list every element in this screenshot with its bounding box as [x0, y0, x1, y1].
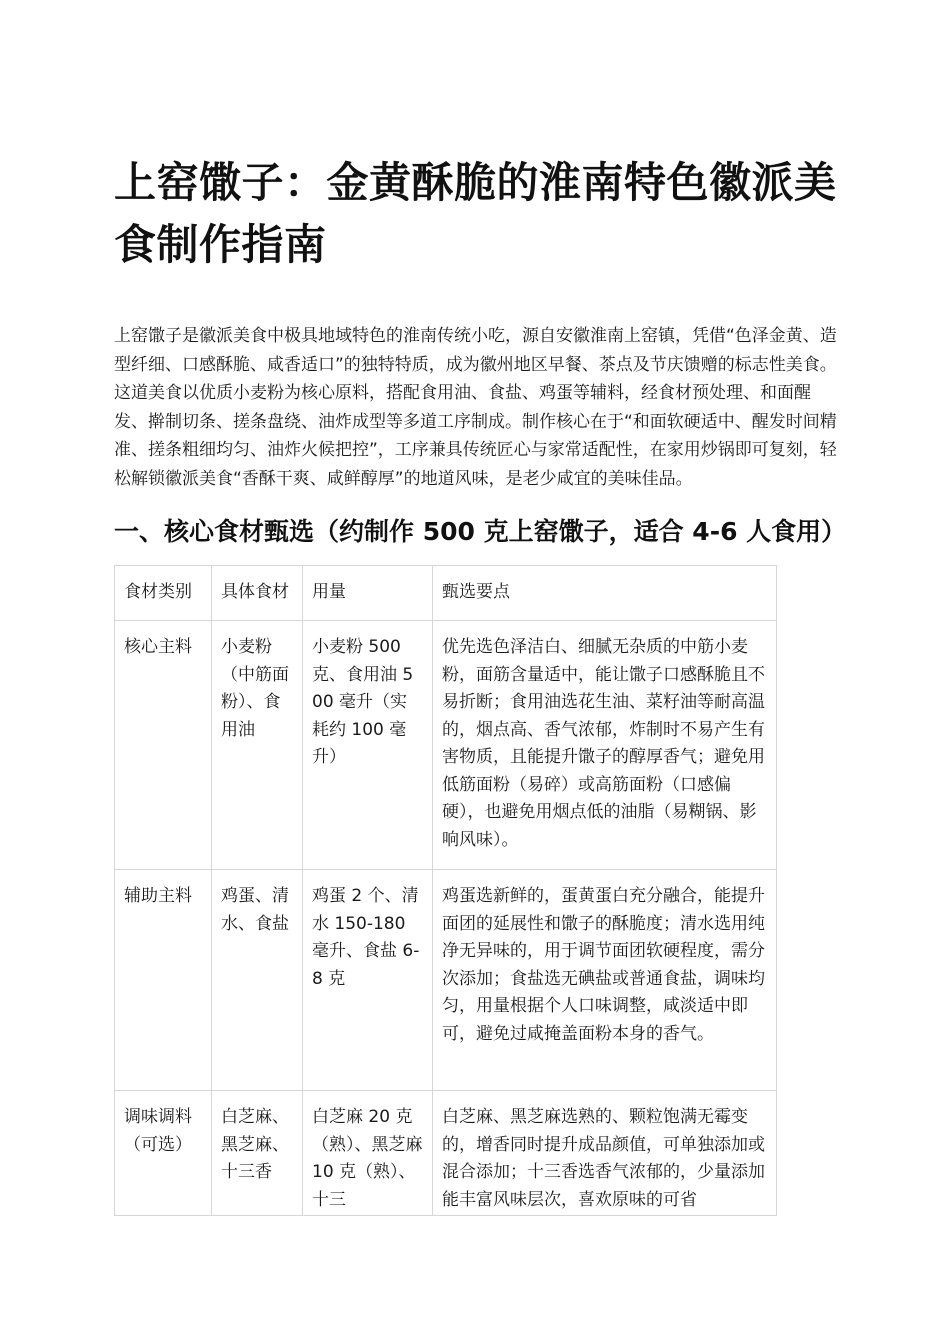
- section-heading-ingredients: 一、核心食材甄选（约制作 500 克上窑馓子，适合 4-6 人食用）: [114, 517, 847, 546]
- cell-amount: 鸡蛋 2 个、清水 150-180 毫升、食盐 6-8 克: [303, 870, 433, 1091]
- cell-tips: 优先选色泽洁白、细腻无杂质的中筋小麦粉，面筋含量适中，能让馓子口感酥脆且不易折断；食用油选花生油、菜籽油等耐高温的，烟点高、香气浓郁，炸制时不易产生有害物质，且能提升馓子的醇厚香气；避免用低筋面粉（易碎）或高筋面粉（口感偏硬），也避免用烟点低的油脂（易糊锅、影响风味）。: [433, 621, 777, 870]
- header-amount: 用量: [303, 566, 433, 621]
- header-category: 食材类别: [115, 566, 212, 621]
- intro-paragraph: 上窑馓子是徽派美食中极具地域特色的淮南传统小吃，源自安徽淮南上窑镇，凭借“色泽金黄、造型纤细、口感酥脆、咸香适口”的独特特质，成为徽州地区早餐、茶点及节庆馈赠的标志性美食。这道美食以优质小麦粉为核心原料，搭配食用油、食盐、鸡蛋等辅料，经食材预处理、和面醒发、擀制切条、搓条盘绕、油炸成型等多道工序制成。制作核心在于“和面软硬适中、醒发时间精准、搓条粗细均匀、油炸火候把控”，工序兼具传统匠心与家常适配性，在家用炒锅即可复刻，轻松解锁徽派美食“香酥干爽、咸鲜醇厚”的地道风味，是老少咸宜的美味佳品。: [114, 326, 837, 489]
- cell-category: 辅助主料: [115, 870, 212, 1091]
- page-title: 上窑馓子：金黄酥脆的淮南特色徽派美食制作指南: [114, 158, 837, 269]
- cell-category: 核心主料: [115, 621, 212, 870]
- cell-amount: 白芝麻 20 克（熟）、黑芝麻 10 克（熟）、十三: [303, 1091, 433, 1217]
- table-header-row: [115, 566, 777, 621]
- cell-amount: 小麦粉 500 克、食用油 500 毫升（实耗约 100 毫升）: [303, 621, 433, 870]
- table-row: [115, 621, 777, 870]
- cell-ingredients: 白芝麻、黑芝麻、十三香: [212, 1091, 303, 1217]
- cell-tips: 白芝麻、黑芝麻选熟的、颗粒饱满无霉变的，增香同时提升成品颜值，可单独添加或混合添加；十三香选香气浓郁的，少量添加能丰富风味层次，喜欢原味的可省: [433, 1091, 777, 1217]
- table-row: [115, 870, 777, 1091]
- cell-tips: 鸡蛋选新鲜的，蛋黄蛋白充分融合，能提升面团的延展性和馓子的酥脆度；清水选用纯净无异味的，用于调节面团软硬程度，需分次添加；食盐选无碘盐或普通食盐，调味均匀，用量根据个人口味调整，咸淡适中即可，避免过咸掩盖面粉本身的香气。: [433, 870, 777, 1091]
- ingredients-table: [114, 565, 777, 1216]
- cell-ingredients: 小麦粉（中筋面粉）、食用油: [212, 621, 303, 870]
- table-row: [115, 1091, 777, 1217]
- header-tips: 甄选要点: [433, 566, 777, 621]
- cell-ingredients: 鸡蛋、清水、食盐: [212, 870, 303, 1091]
- ingredients-table-container: [114, 565, 777, 1216]
- cell-category: 调味调料（可选）: [115, 1091, 212, 1217]
- header-ingredients: 具体食材: [212, 566, 303, 621]
